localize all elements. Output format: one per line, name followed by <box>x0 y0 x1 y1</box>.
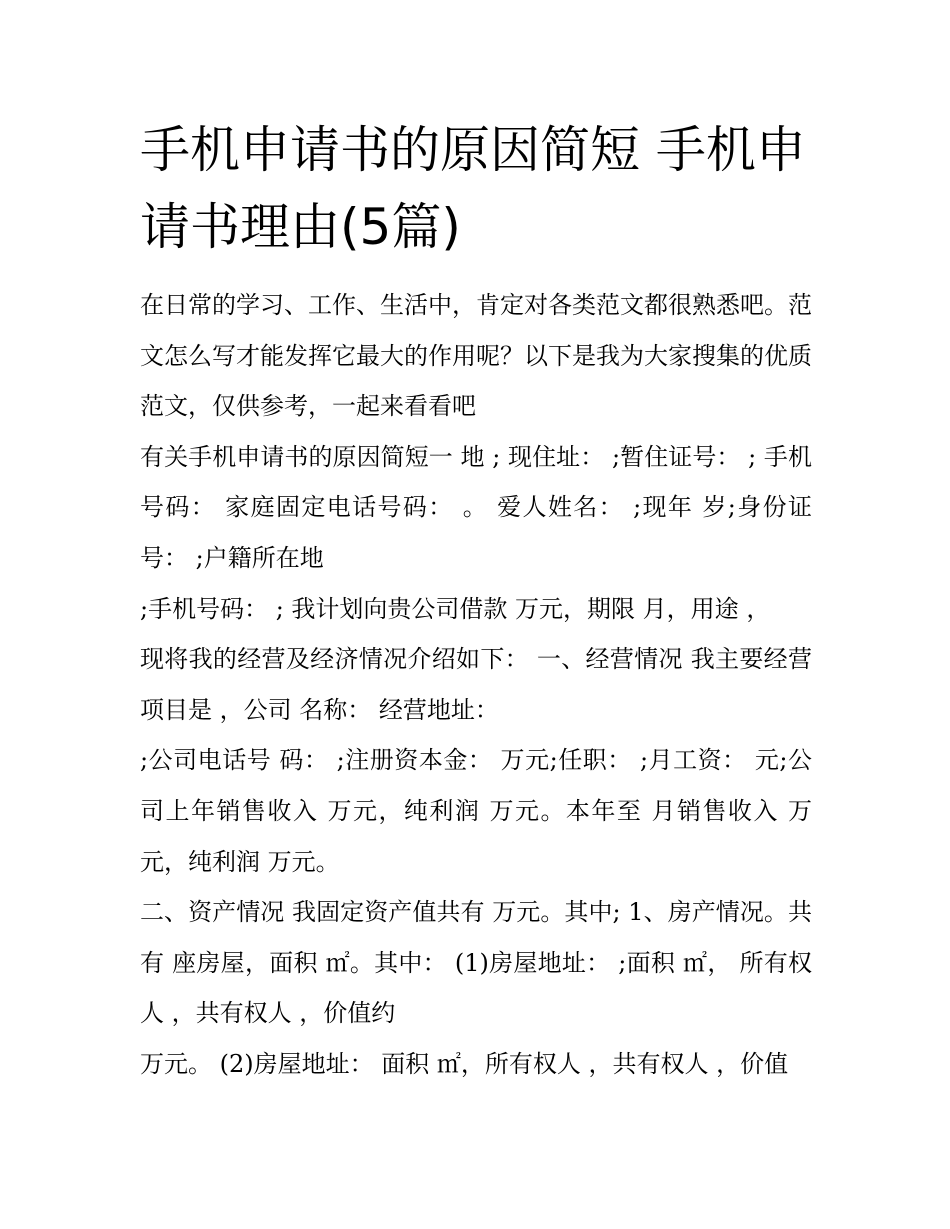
paragraph-loan-request: ;手机号码： ; 我计划向贵公司借款 万元，期限 月，用途 ， <box>140 594 771 623</box>
document-body <box>140 280 812 1090</box>
paragraph-applicant-info: 有关手机申请书的原因简短一 地 ; 现住址： ;暂住证号： ; 手机号码： 家庭固定电话号码： 。 爱人姓名： ;现年 岁;身份证号： ;户籍所在地 <box>140 442 812 572</box>
paragraph-property-2: 万元。 (2)房屋地址： 面积 ㎡，所有权人 ，共有权人 ，价值 <box>140 1049 789 1078</box>
paragraph-intro: 在日常的学习、工作、生活中，肯定对各类范文都很熟悉吧。范文怎么写才能发挥它最大的作用呢？以下是我为大家搜集的优质范文，仅供参考，一起来看看吧 <box>140 291 812 421</box>
paragraph-assets: 二、资产情况 我固定资产值共有 万元。其中; 1、房产情况。共有 座房屋，面积 ㎡。其中： (1)房屋地址： ;面积 ㎡， 所有权人 ，共有权人 ，价值约 <box>140 898 812 1028</box>
paragraph-company-info: ;公司电话号 码： ;注册资本金： 万元;任职： ;月工资： 元;公司上年销售收入 万元，纯利润 万元。本年至 月销售收入 万元，纯利润 万元。 <box>140 746 812 876</box>
document-title: 手机申请书的原因简短 手机申请书理由(5篇) <box>140 121 806 256</box>
paragraph-business-intro: 现将我的经营及经济情况介绍如下： 一、经营情况 我主要经营项目是 ，公司 名称： 经营地址： <box>140 645 812 724</box>
